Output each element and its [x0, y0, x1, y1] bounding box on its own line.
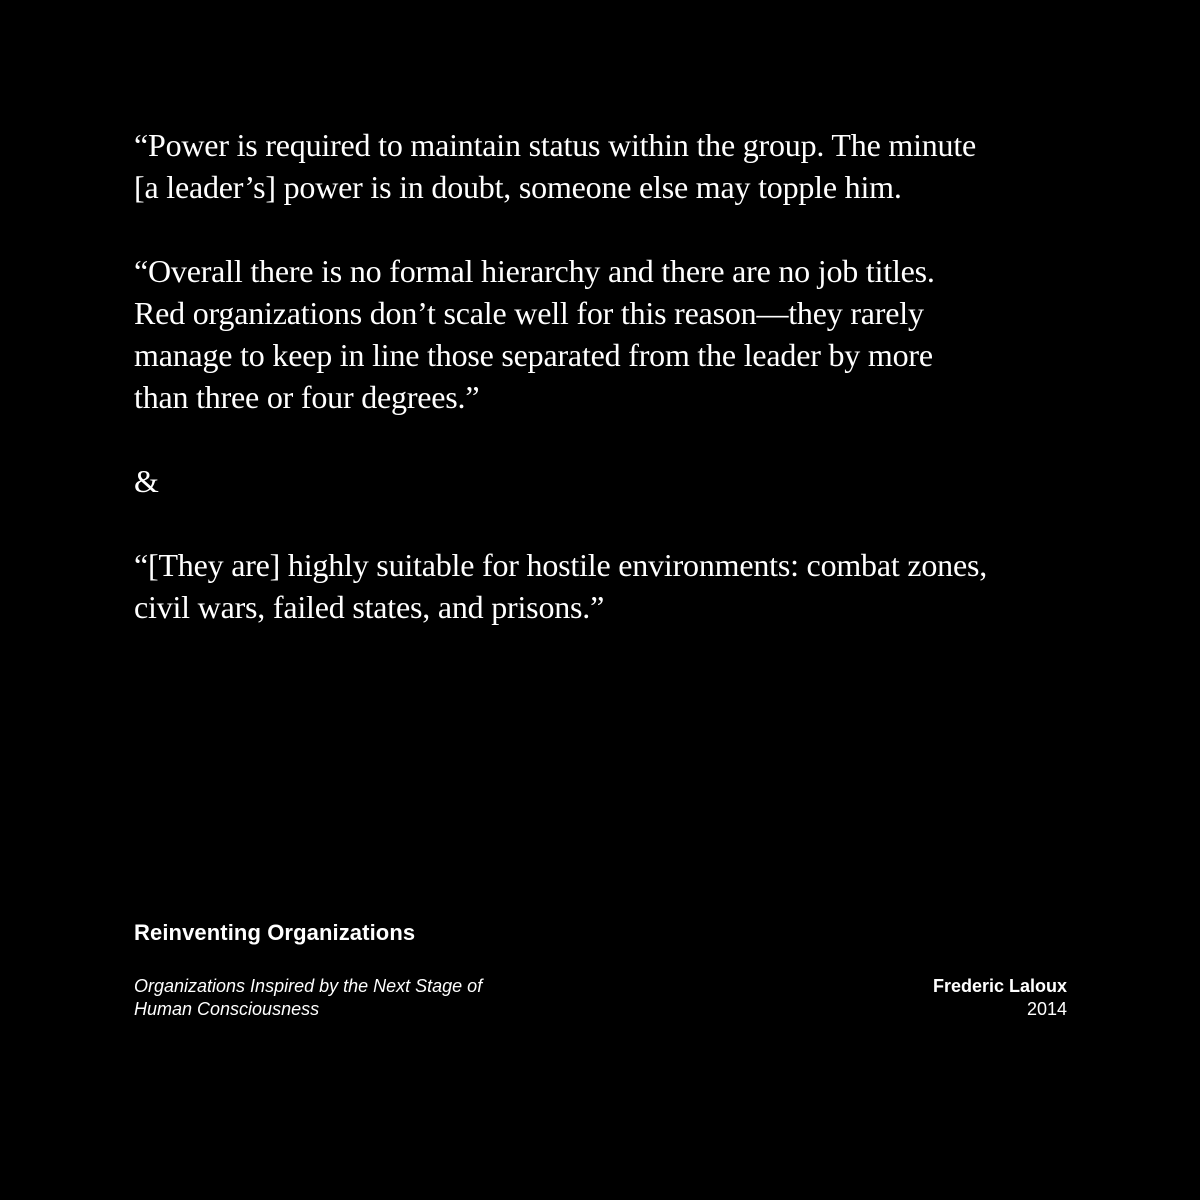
- quote-line: manage to keep in line those separated from the leader by more: [134, 337, 933, 373]
- ampersand: &: [134, 463, 159, 499]
- paragraph-gap: [134, 208, 1074, 250]
- book-subtitle-line: Organizations Inspired by the Next Stage of: [134, 976, 483, 996]
- ampersand-separator: [134, 460, 1074, 502]
- quote-line: civil wars, failed states, and prisons.”: [134, 589, 605, 625]
- quote-hostile-environments: [134, 544, 1074, 628]
- paragraph-gap: [134, 418, 1074, 460]
- quote-line: than three or four degrees.”: [134, 379, 480, 415]
- quote-line: “Overall there is no formal hierarchy and there are no job titles.: [134, 253, 935, 289]
- quote-line: Red organizations don’t scale well for this reason—they rarely: [134, 295, 924, 331]
- quote-section: [134, 124, 1074, 628]
- book-year: 2014: [1026, 999, 1067, 1019]
- book-meta: [933, 975, 1067, 1021]
- quote-line: [a leader’s] power is in doubt, someone else may topple him.: [134, 169, 902, 205]
- quote-hierarchy: [134, 250, 1074, 418]
- book-subtitle: [134, 975, 482, 1021]
- quote-power: [134, 124, 1074, 208]
- paragraph-gap: [134, 502, 1074, 544]
- book-title: Reinventing Organizations: [134, 920, 416, 945]
- book-subtitle-line: Human Consciousness: [134, 999, 320, 1019]
- quote-line: “[They are] highly suitable for hostile environments: combat zones,: [134, 547, 988, 583]
- quote-line: “Power is required to maintain status within the group. The minute: [134, 127, 977, 163]
- book-author: Frederic Laloux: [932, 976, 1067, 996]
